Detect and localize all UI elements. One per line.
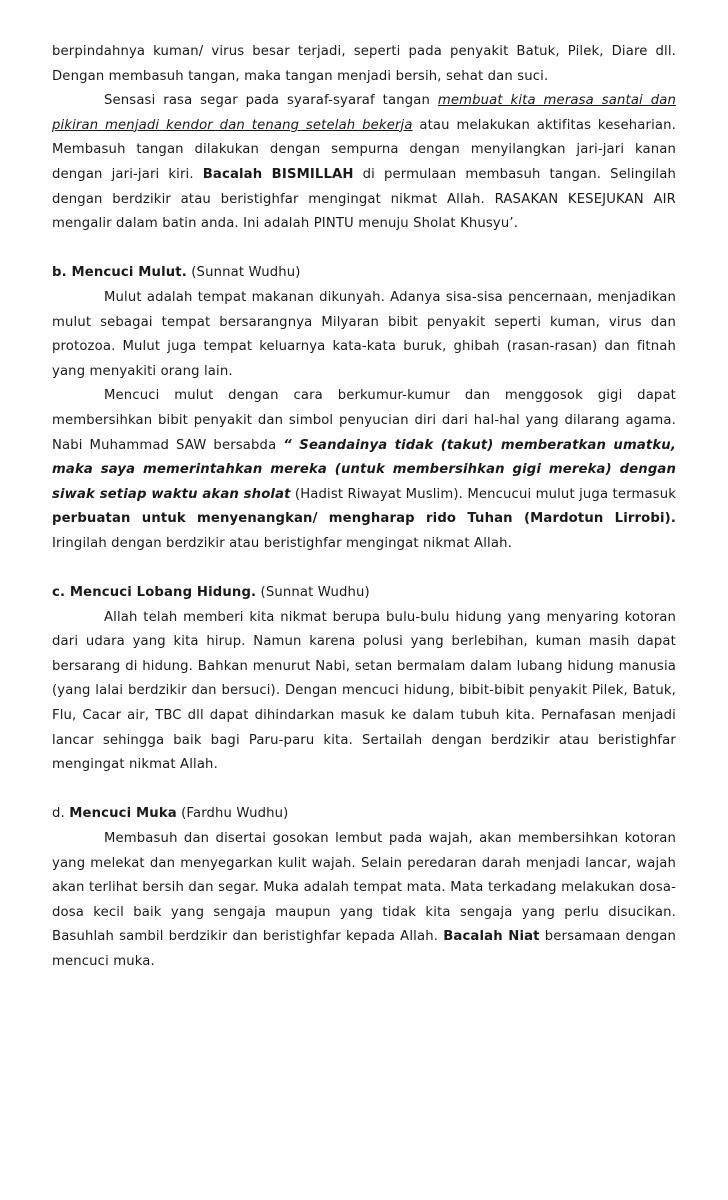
spacer xyxy=(52,556,676,581)
heading-tag: (Sunnat Wudhu) xyxy=(186,265,301,281)
document-page xyxy=(52,40,676,975)
paragraph-hand-washing-end: berpindahnya kuman/ virus besar terjadi, seperti pada penyakit Batuk, Pilek, Diare dll. Dengan membasuh tangan, maka tangan menjadi bersih, sehat dan suci. xyxy=(52,44,676,84)
text: (Hadist Riwayat Muslim). Mencucui mulut juga termasuk xyxy=(290,486,676,502)
text: Mencuci mulut dengan cara berkumur-kumur dan menggosok gigi dapat membersihkan bibit penyakit dan simbol penyucian diri dari hal-hal yang dilarang agama. Nabi Muhammad SAW bersabda xyxy=(52,388,676,453)
heading-text: c. Mencuci Lobang Hidung. xyxy=(52,585,257,601)
text: di permulaan membasuh tangan. Selingilah dengan berdzikir atau beristighfar mengingat nikmat Allah. RASAKAN KESEJUKAN AIR mengalir dalam batin anda. Ini adalah PINTU menuju Sholat Khusyu’. xyxy=(52,166,676,232)
paragraph-muka xyxy=(52,827,676,975)
bold-phrase: perbuatan untuk menyenangkan/ mengharap rido Tuhan (Mardotun Lirrobi). xyxy=(52,511,676,527)
paragraph-mulut-2 xyxy=(52,384,676,556)
paragraph-hidung: Allah telah memberi kita nikmat berupa bulu-bulu hidung yang menyaring kotoran dari udara yang kita hirup. Namun karena polusi yang berlebihan, kuman masih dapat bersarang di hidung. Bahkan menurut Nabi, setan bermalam dalam lubang hidung manusia (yang lalai berdzikir dan bersuci). Dengan mencuci hidung, bibit-bibit penyakit Pilek, Batuk, Flu, Cacar air, TBC dll dapat dihindarkan masuk ke dalam tubuh kita. Pernafasan menjadi lancar sehingga baik bagi Paru-paru kita. Sertailah dengan berdzikir atau beristighfar mengingat nikmat Allah. xyxy=(52,609,676,773)
hadith-quote: “ Seandainya tidak (takut) memberatkan umatku, maka saya memerintahkan mereka (untuk membersihkan gigi mereka) dengan siwak setiap waktu akan sholat xyxy=(52,437,676,502)
underlined-phrase: membuat kita merasa santai dan pikiran menjadi kendor dan tenang setelah bekerja xyxy=(52,93,676,133)
text: Membasuh dan disertai gosokan lembut pada wajah, akan membersihkan kotoran yang melekat dan menyegarkan kulit wajah. Selain peredaran darah menjadi lancar, wajah akan terlihat bersih dan segar. Muka adalah tempat mata. Mata terkadang melakukan dosa-dosa kecil baik yang sengaja maupun yang tidak kita sengaja yang perlu disucikan. Basuhlah sambil berdzikir dan beristighfar kepada Allah. xyxy=(52,831,676,945)
section-heading-muka xyxy=(52,802,676,827)
spacer xyxy=(52,237,676,262)
paragraph-mulut-1: Mulut adalah tempat makanan dikunyah. Adanya sisa-sisa pencernaan, menjadikan mulut sebagai tempat bersarangnya Milyaran bibit penyakit seperti kuman, virus dan protozoa. Mulut juga tempat keluarnya kata-kata buruk, ghibah (rasan-rasan) dan fitnah yang menyakiti orang lain. xyxy=(52,289,676,379)
paragraph-hand-sensation xyxy=(52,89,676,237)
text: bersamaan dengan mencuci muka. xyxy=(52,929,677,969)
niat-emphasis: Bacalah Niat xyxy=(443,929,540,945)
text: Iringilah dengan berdzikir atau beristighfar mengingat nikmat Allah. xyxy=(52,535,512,551)
heading-prefix: d. xyxy=(52,806,70,822)
text: Sensasi rasa segar pada syaraf-syaraf tangan xyxy=(104,93,438,109)
bismillah-emphasis: Bacalah BISMILLAH xyxy=(202,166,354,182)
spacer xyxy=(52,778,676,803)
text: atau melakukan aktifitas keseharian. Membasuh tangan dilakukan dengan sempurna dengan menyilangkan jari-jari kanan dengan jari-jari kiri. xyxy=(52,117,676,182)
section-heading-hidung xyxy=(52,581,676,606)
heading-tag: (Sunnat Wudhu) xyxy=(256,585,370,601)
heading-text: Mencuci Muka xyxy=(69,806,177,822)
heading-tag: (Fardhu Wudhu) xyxy=(176,806,289,822)
section-heading-mulut xyxy=(52,261,676,286)
heading-text: b. Mencuci Mulut. xyxy=(52,265,187,281)
